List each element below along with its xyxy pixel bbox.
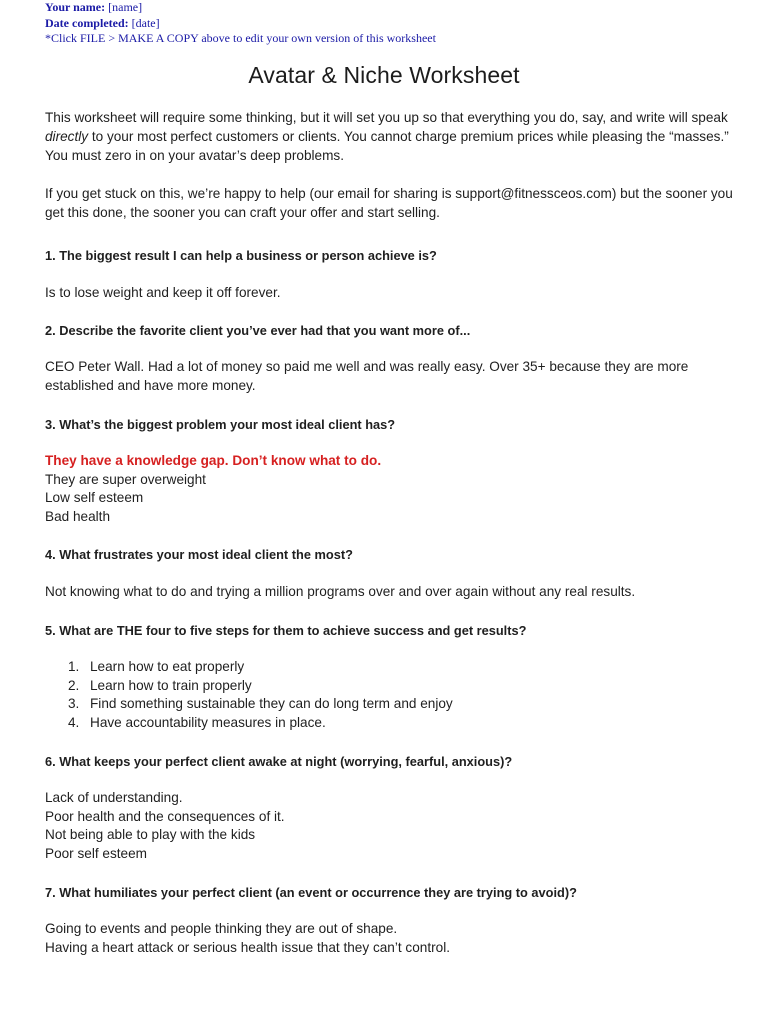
list-item	[45, 658, 453, 677]
answer-2: CEO Peter Wall. Had a lot of money so paid me well and was really easy. Over 35+ because they are more established and have more money.	[45, 359, 689, 393]
date-row	[45, 16, 436, 32]
step-number: 2.	[68, 677, 80, 693]
answer-6-line: Poor health and the consequences of it.	[45, 808, 285, 824]
intro-text-b: to your most perfect customers or clients. You cannot charge premium prices while pleasing the “masses.” You must zero in on your avatar’s deep problems.	[45, 129, 729, 163]
worksheet-meta	[45, 0, 436, 47]
step-number: 4.	[68, 715, 80, 731]
name-label: Your name:	[45, 0, 106, 14]
answer-1: Is to lose weight and keep it off forever.	[45, 285, 281, 300]
step-text: Learn how to eat properly	[90, 659, 245, 674]
name-value[interactable]: [name]	[108, 0, 143, 14]
step-text: Have accountability measures in place.	[90, 715, 326, 731]
step-text: Learn how to train properly	[90, 677, 252, 693]
answer-6-line: Poor self esteem	[45, 846, 147, 862]
intro-paragraph-2: If you get stuck on this, we’re happy to help (our email for sharing is support@fitnessceos.com) but the sooner you get this done, the sooner you can craft your offer and start selling.	[45, 186, 733, 220]
question-6: 6. What keeps your perfect client awake at night (worrying, fearful, anxious)?	[45, 754, 513, 769]
question-3: 3. What’s the biggest problem your most ideal client has?	[45, 417, 396, 432]
answer-3-line: Bad health	[45, 509, 111, 525]
step-text: Find something sustainable they can do long term and enjoy	[90, 696, 453, 712]
intro-paragraph-1	[45, 108, 735, 165]
answer-3-highlight: They have a knowledge gap. Don’t know what to do.	[45, 453, 382, 468]
step-number: 3.	[68, 696, 80, 712]
answer-7-line: Having a heart attack or serious health issue that they can’t control.	[45, 939, 451, 955]
list-item	[45, 677, 453, 696]
intro-text-a: This worksheet will require some thinking, but it will set you up so that everything you do, say, and write will speak	[45, 110, 728, 125]
answer-7	[45, 920, 450, 957]
step-number: 1.	[68, 659, 80, 674]
question-7: 7. What humiliates your perfect client (an event or occurrence they are trying to avoid)?	[45, 885, 577, 900]
steps-list	[45, 658, 453, 733]
question-4: 4. What frustrates your most ideal client the most?	[45, 547, 353, 562]
answer-3	[45, 452, 381, 527]
page-title: Avatar & Niche Worksheet	[248, 62, 520, 88]
question-2: 2. Describe the favorite client you’ve ever had that you want more of...	[45, 323, 471, 338]
date-value[interactable]: [date]	[131, 15, 160, 30]
answer-4: Not knowing what to do and trying a million programs over and over again without any real results.	[45, 584, 636, 599]
list-item	[45, 714, 453, 733]
list-item	[45, 695, 453, 714]
date-label: Date completed:	[45, 15, 129, 30]
name-row	[45, 0, 436, 16]
question-1: 1. The biggest result I can help a business or person achieve is?	[45, 248, 437, 263]
intro-emphasis: directly	[45, 129, 89, 144]
answer-6	[45, 789, 285, 864]
copy-note: *Click FILE > MAKE A COPY above to edit your own version of this worksheet	[45, 31, 436, 45]
answer-6-line: Lack of understanding.	[45, 790, 183, 805]
answer-7-line: Going to events and people thinking they are out of shape.	[45, 921, 398, 936]
answer-3-line: Low self esteem	[45, 490, 144, 506]
question-5: 5. What are THE four to five steps for them to achieve success and get results?	[45, 623, 527, 638]
answer-6-line: Not being able to play with the kids	[45, 827, 256, 843]
answer-3-line: They are super overweight	[45, 471, 206, 487]
